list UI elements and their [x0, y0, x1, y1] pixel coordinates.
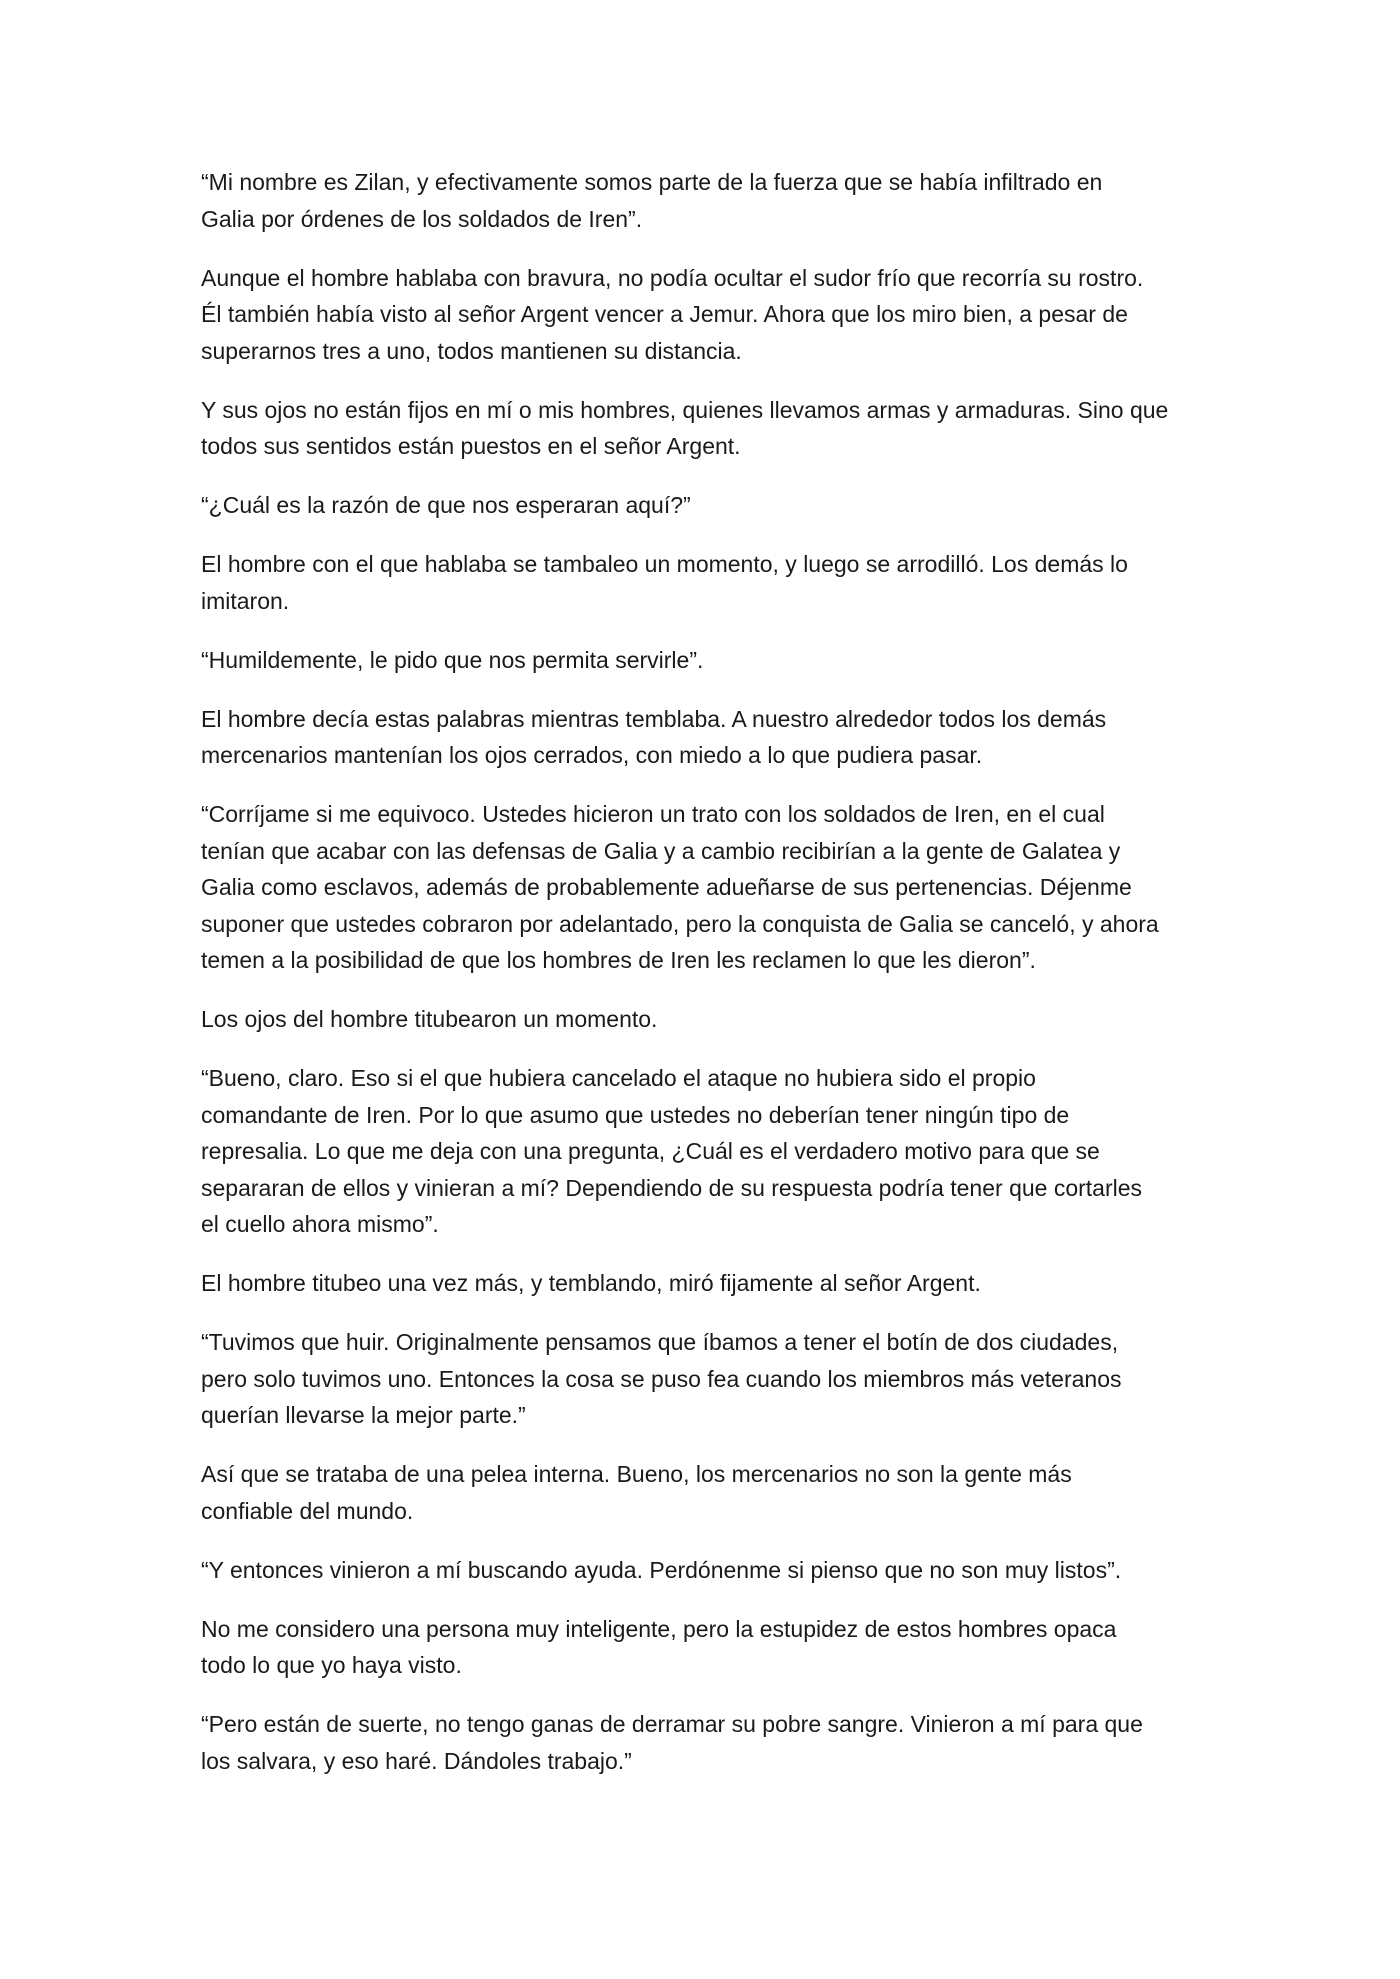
- text-line: imitaron.: [201, 587, 290, 614]
- paragraph: [201, 1265, 1201, 1302]
- text-line: todo lo que yo haya visto.: [201, 1652, 462, 1678]
- text-line: pero solo tuvimos uno. Entonces la cosa se puso fea cuando los miembros más veteranos: [201, 1365, 1122, 1392]
- paragraph: [201, 1456, 1201, 1529]
- paragraph: [201, 1324, 1201, 1434]
- text-line: represalia. Lo que me deja con una pregunta, ¿Cuál es el verdadero motivo para que se: [201, 1138, 1100, 1164]
- paragraph: [201, 487, 1201, 524]
- text-line: Aunque el hombre hablaba con bravura, no podía ocultar el sudor frío que recorría su rostro.: [201, 264, 1144, 291]
- text-line: El hombre titubeo una vez más, y temblando, miró fijamente al señor Argent.: [201, 1270, 981, 1296]
- text-line: Así que se trataba de una pelea interna. Bueno, los mercenarios no son la gente más: [201, 1461, 1072, 1487]
- text-line: comandante de Iren. Por lo que asumo que ustedes no deberían tener ningún tipo de: [201, 1101, 1070, 1128]
- text-line: “Humildemente, le pido que nos permita servirle”.: [201, 646, 704, 673]
- text-line: Y sus ojos no están fijos en mí o mis hombres, quienes llevamos armas y armaduras. Sino que: [201, 396, 1169, 423]
- text-line: tenían que acabar con las defensas de Galia y a cambio recibirían a la gente de Galatea y: [201, 837, 1121, 864]
- text-line: “Pero están de suerte, no tengo ganas de derramar su pobre sangre. Vinieron a mí para que: [201, 1711, 1143, 1737]
- text-line: “Y entonces vinieron a mí buscando ayuda. Perdónenme si pienso que no son muy listos”.: [201, 1556, 1122, 1583]
- text-line: “Mi nombre es Zilan, y efectivamente somos parte de la fuerza que se había infiltrado en: [201, 169, 1103, 195]
- text-line: El hombre con el que hablaba se tambaleo un momento, y luego se arrodilló. Los demás lo: [201, 551, 1128, 577]
- paragraph: [201, 701, 1201, 774]
- paragraph: [201, 1552, 1201, 1589]
- text-line: todos sus sentidos están puestos en el señor Argent.: [201, 433, 741, 459]
- text-line: Galia por órdenes de los soldados de Iren”.: [201, 205, 643, 232]
- paragraph: [201, 1706, 1201, 1779]
- text-line: Él también había visto al señor Argent vencer a Jemur. Ahora que los miro bien, a pesar de: [201, 301, 1128, 327]
- text-line: El hombre decía estas palabras mientras temblaba. A nuestro alrededor todos los demás: [201, 705, 1107, 732]
- text-line: “Corríjame si me equivoco. Ustedes hicieron un trato con los soldados de Iren, en el cual: [201, 801, 1105, 827]
- text-line: Los ojos del hombre titubearon un momento.: [201, 1006, 658, 1032]
- text-line: temen a la posibilidad de que los hombres de Iren les reclamen lo que les dieron”.: [201, 947, 1036, 973]
- text-line: el cuello ahora mismo”.: [201, 1211, 439, 1237]
- paragraph: [201, 1060, 1201, 1243]
- text-line: mercenarios mantenían los ojos cerrados, con miedo a lo que pudiera pasar.: [201, 742, 983, 768]
- paragraph: [201, 164, 1201, 237]
- paragraph: [201, 796, 1201, 979]
- document-body: [201, 164, 1201, 1802]
- text-line: superarnos tres a uno, todos mantienen su distancia.: [201, 337, 742, 364]
- paragraph: [201, 546, 1201, 619]
- paragraph: [201, 1611, 1201, 1684]
- text-line: Galia como esclavos, además de probablemente adueñarse de sus pertenencias. Déjenme: [201, 874, 1132, 900]
- paragraph: [201, 260, 1201, 370]
- paragraph: [201, 642, 1201, 679]
- text-line: los salvara, y eso haré. Dándoles trabajo.”: [201, 1747, 632, 1774]
- text-line: querían llevarse la mejor parte.”: [201, 1402, 526, 1428]
- text-line: “Bueno, claro. Eso si el que hubiera cancelado el ataque no hubiera sido el propio: [201, 1065, 1036, 1091]
- text-line: “¿Cuál es la razón de que nos esperaran aquí?”: [201, 492, 691, 518]
- paragraph: [201, 392, 1201, 465]
- text-line: suponer que ustedes cobraron por adelantado, pero la conquista de Galia se canceló, y ahora: [201, 910, 1159, 937]
- paragraph: [201, 1001, 1201, 1038]
- text-line: separaran de ellos y vinieran a mí? Dependiendo de su respuesta podría tener que cortarles: [201, 1174, 1143, 1201]
- text-line: confiable del mundo.: [201, 1497, 414, 1524]
- text-line: “Tuvimos que huir. Originalmente pensamos que íbamos a tener el botín de dos ciudades,: [201, 1329, 1119, 1355]
- text-line: No me considero una persona muy inteligente, pero la estupidez de estos hombres opaca: [201, 1615, 1117, 1642]
